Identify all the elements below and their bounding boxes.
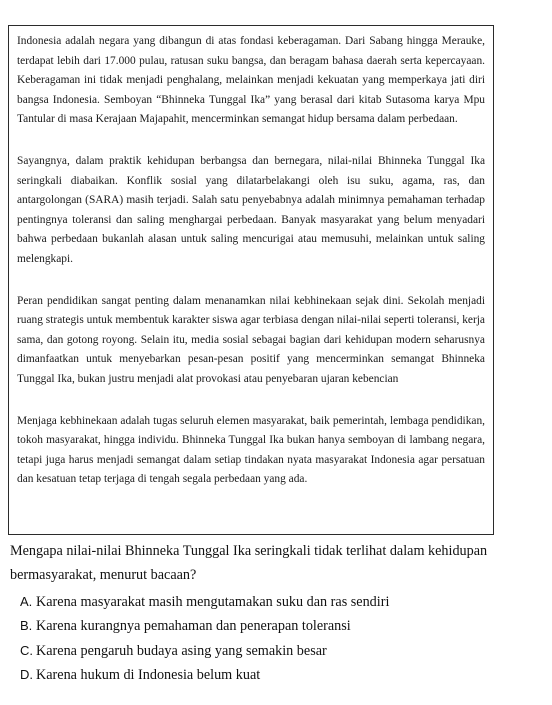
option-a-letter: A. [20, 594, 33, 609]
option-a-text: Karena masyarakat masih mengutamakan suku dan ras sendiri [36, 594, 390, 610]
answer-options [20, 590, 389, 687]
passage-paragraph-1: Indonesia adalah negara yang dibangun di atas fondasi keberagaman. Dari Sabang hingga Merauke, terdapat lebih dari 17.000 pulau, ratusan suku bangsa, dan beragam bahasa daerah serta kepercayaan. Keberagaman ini tidak menjadi penghalang, melainkan menjadi kekuatan yang memperkaya jati diri bangsa Indonesia. Semboyan “Bhinneka Tunggal Ika” yang berasal dari kitab Sutasoma karya Mpu Tantular di masa Kerajaan Majapahit, mencerminkan semangat hidup bersama dalam perbedaan. [17, 35, 485, 126]
passage-paragraph-2: Sayangnya, dalam praktik kehidupan berbangsa dan bernegara, nilai-nilai Bhinneka Tunggal Ika seringkali diabaikan. Konflik sosial yang dilatarbelakangi oleh isu suku, agama, ras, dan antargolongan (SARA) masih terjadi. Salah satu penyebabnya adalah minimnya pemahaman terhadap pentingnya toleransi dan saling menghargai perbedaan. Banyak masyarakat yang belum menyadari bahwa perbedaan bukanlah alasan untuk saling mencurigai atau memusuhi, melainkan untuk saling melengkapi. [17, 154, 485, 265]
option-c-letter: C. [20, 642, 33, 658]
passage-paragraph-3: Peran pendidikan sangat penting dalam menanamkan nilai kebhinekaan sejak dini. Sekolah menjadi ruang strategis untuk membentuk karakter siswa agar terbiasa dengan nilai-nilai seperti toleransi, kerja sama, dan gotong royong. Selain itu, media sosial sebagai bagian dari kehidupan modern seharusnya dimanfaatkan untuk menyebarkan pesan-pesan positif yang mencerminkan semangat Bhinneka Tunggal Ika, bukan justru menjadi alat provokasi atau penyebaran ujaran kebencian [17, 294, 485, 385]
option-d-text: Karena hukum di Indonesia belum kuat [36, 666, 261, 683]
option-c-text: Karena pengaruh budaya asing yang semakin besar [36, 642, 327, 659]
option-b-text: Karena kurangnya pemahaman dan penerapan toleransi [36, 618, 351, 635]
option-b-letter: B. [20, 618, 33, 634]
option-d[interactable] [20, 663, 389, 687]
option-d-letter: D. [20, 666, 33, 682]
option-a[interactable] [20, 590, 389, 614]
passage-paragraph-4: Menjaga kebhinekaan adalah tugas seluruh elemen masyarakat, baik pemerintah, lembaga pendidikan, tokoh masyarakat, hingga individu. Bhinneka Tunggal Ika bukan hanya semboyan di lambang negara, tetapi juga harus menjadi semangat dalam setiap tindakan nyata masyarakat Indonesia agar persatuan dan kesatuan tetap terjaga di tengah segala perbedaan yang ada. [17, 414, 485, 486]
reading-passage [8, 25, 494, 535]
option-c[interactable] [20, 639, 389, 663]
option-b[interactable] [20, 614, 389, 638]
question-text: Mengapa nilai-nilai Bhinneka Tunggal Ika seringkali tidak terlihat dalam kehidupan bermasyarakat, menurut bacaan? [10, 543, 488, 583]
